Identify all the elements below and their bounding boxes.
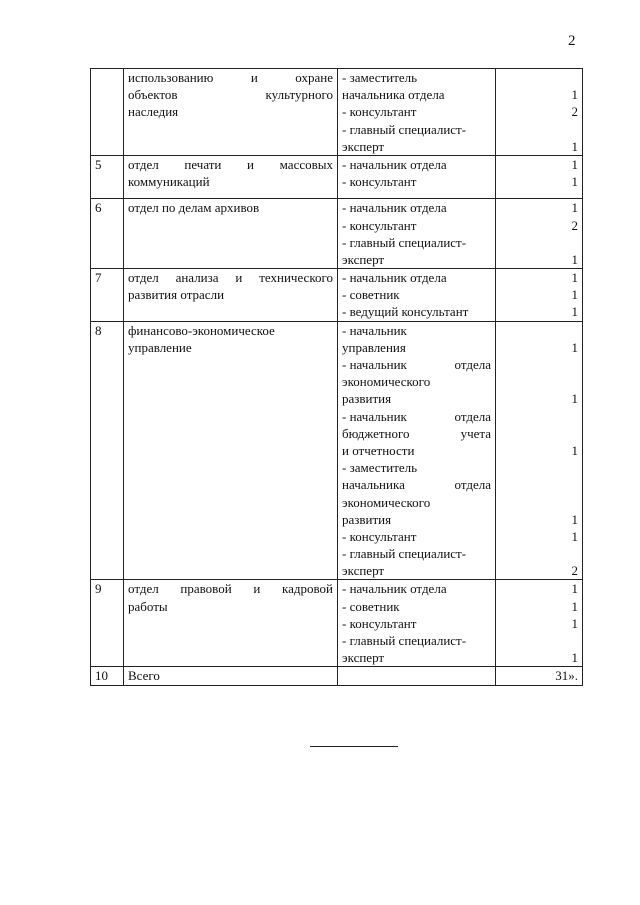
word: учета [460, 425, 491, 441]
count-line [500, 425, 578, 442]
position-line: развития [342, 511, 392, 527]
position-line: - консультант [342, 528, 417, 544]
count-line: 1 [571, 581, 578, 597]
count-line: 1 [571, 442, 578, 458]
department-line [128, 156, 333, 173]
row-number [91, 69, 124, 156]
count-line: 1 [571, 391, 578, 407]
position-line: - начальник отдела [342, 156, 447, 172]
position-line: и отчетности [342, 442, 415, 458]
positions-cell [338, 155, 496, 198]
table-row [91, 580, 583, 667]
table-row [91, 199, 583, 269]
position-line [342, 476, 491, 493]
count-line: 1 [571, 528, 578, 544]
word: отдела [454, 357, 491, 372]
count-cell [496, 155, 583, 198]
table-row [91, 155, 583, 198]
count-cell [496, 269, 583, 322]
word: охране [295, 70, 333, 85]
count-line [500, 69, 578, 86]
count-line: 1 [571, 615, 578, 631]
count-line: 1 [571, 87, 578, 103]
word: отдела [454, 477, 491, 493]
word: массовых [279, 156, 333, 172]
count-line [500, 373, 578, 390]
count-line: 2 [571, 217, 578, 233]
word: отдел [128, 581, 159, 597]
spacer [342, 190, 491, 198]
word: анализа [175, 270, 219, 286]
count-line: 1 [571, 156, 578, 172]
word: отдел [128, 270, 159, 286]
position-line: экономического [342, 494, 431, 510]
page-number: 2 [568, 33, 576, 49]
position-line: эксперт [342, 138, 385, 154]
position-line: - советник [342, 287, 400, 303]
count-line [500, 121, 578, 138]
total-label: Всего [124, 667, 338, 685]
count-line [500, 545, 578, 562]
positions-cell [338, 269, 496, 322]
row-number: 6 [91, 199, 124, 269]
word: объектов [128, 87, 178, 103]
table-row-total [91, 667, 583, 685]
count-line: 1 [571, 174, 578, 190]
position-line: - главный специалист- [342, 633, 467, 648]
department-line: финансово-экономическое [128, 322, 275, 338]
count-cell [496, 321, 583, 580]
count-cell [496, 199, 583, 269]
count-line [500, 322, 578, 339]
department-cell [124, 199, 338, 269]
row-number: 7 [91, 269, 124, 322]
position-line: - начальник отдела [342, 581, 447, 597]
row-number: 10 [91, 667, 124, 685]
department-cell [124, 269, 338, 322]
count-line: 1 [571, 511, 578, 527]
count-line [500, 459, 578, 476]
word: печати [184, 156, 222, 172]
positions-cell [338, 667, 496, 685]
department-line: наследия [128, 104, 179, 120]
table-row [91, 269, 583, 322]
positions-cell [338, 321, 496, 580]
department-line [128, 86, 333, 103]
department-cell [124, 321, 338, 580]
department-line: коммуникаций [128, 174, 210, 190]
word: - начальник [342, 408, 407, 424]
word: технического [259, 270, 333, 286]
table-row [91, 69, 583, 156]
position-line: - консультант [342, 104, 417, 120]
department-cell [124, 155, 338, 198]
row-number: 5 [91, 155, 124, 198]
count-cell [496, 69, 583, 156]
count-line [500, 408, 578, 425]
count-line: 1 [571, 339, 578, 355]
word: отдела [454, 408, 491, 424]
position-line: - начальник отдела [342, 270, 447, 286]
positions-cell [338, 69, 496, 156]
department-line: отдел по делам архивов [128, 200, 260, 216]
positions-cell [338, 580, 496, 667]
word: отдел [128, 156, 159, 172]
end-divider [310, 746, 398, 747]
position-line: эксперт [342, 251, 385, 267]
count-line: 1 [571, 138, 578, 154]
position-line: - начальник [342, 322, 407, 338]
position-line: - ведущий консультант [342, 304, 469, 320]
position-line: экономического [342, 374, 431, 390]
position-line: управления [342, 339, 406, 355]
department-line [128, 269, 333, 286]
position-line [342, 425, 491, 442]
position-line: - советник [342, 598, 400, 614]
positions-cell [338, 199, 496, 269]
position-line [342, 408, 491, 425]
count-line: 1 [571, 650, 578, 666]
position-line: - начальник отдела [342, 200, 447, 216]
word: начальника [342, 477, 405, 493]
position-line: развития [342, 391, 392, 407]
word: кадровой [281, 581, 333, 597]
position-line [342, 356, 491, 373]
word: и [253, 581, 261, 597]
position-line: - заместитель [342, 70, 418, 85]
department-line: развития отрасли [128, 287, 225, 303]
count-line: 1 [571, 287, 578, 303]
total-count: 31». [496, 667, 583, 685]
department-line [128, 69, 333, 86]
position-line: - главный специалист- [342, 121, 467, 137]
count-line: 1 [571, 270, 578, 286]
row-number: 8 [91, 321, 124, 580]
department-cell [124, 69, 338, 156]
count-line: 1 [571, 598, 578, 614]
count-line [500, 632, 578, 649]
count-line [500, 234, 578, 251]
word: и [247, 156, 255, 172]
word: использованию [128, 70, 214, 85]
position-line: - заместитель [342, 460, 418, 476]
word: бюджетного [342, 425, 410, 441]
position-line: - консультант [342, 615, 417, 631]
count-line [500, 476, 578, 493]
count-line: 1 [571, 251, 578, 267]
position-line: - консультант [342, 174, 417, 190]
count-line: 2 [571, 563, 578, 579]
count-line: 1 [571, 200, 578, 216]
position-line: эксперт [342, 563, 385, 579]
position-line: - консультант [342, 217, 417, 233]
row-number: 9 [91, 580, 124, 667]
department-cell [124, 580, 338, 667]
staff-table [90, 68, 583, 686]
word: и [235, 270, 243, 286]
word: и [250, 70, 258, 85]
word: - начальник [342, 357, 407, 372]
word: культурного [265, 87, 333, 103]
count-cell [496, 580, 583, 667]
table-row [91, 321, 583, 580]
department-line: работы [128, 598, 168, 614]
word: правовой [180, 581, 232, 597]
position-line: эксперт [342, 650, 385, 666]
count-line: 1 [571, 304, 578, 320]
position-line: - главный специалист- [342, 546, 467, 562]
department-line: управление [128, 339, 192, 355]
count-line [500, 494, 578, 511]
position-line: начальника отдела [342, 87, 445, 103]
position-line: - главный специалист- [342, 234, 467, 250]
department-line [128, 580, 333, 597]
count-line [500, 356, 578, 373]
count-line: 2 [571, 104, 578, 120]
